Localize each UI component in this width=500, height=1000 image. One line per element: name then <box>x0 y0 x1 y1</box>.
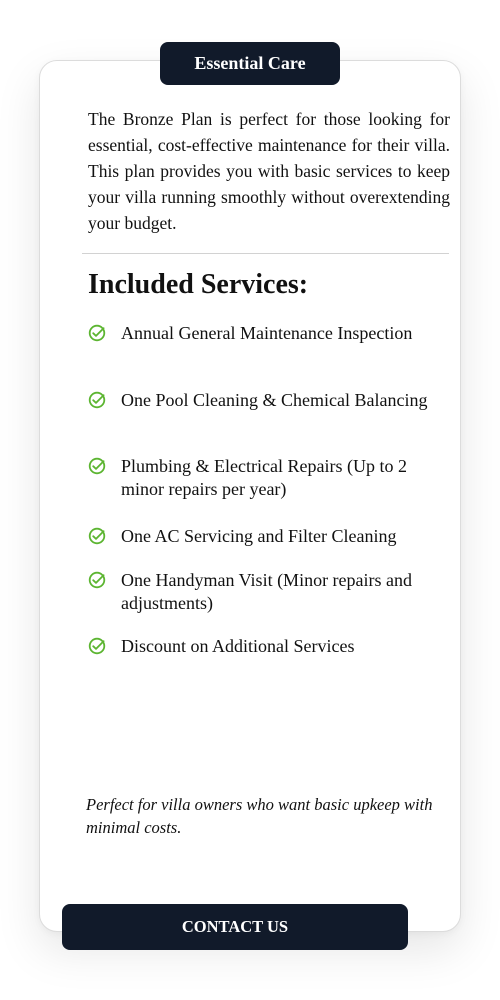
service-label: One Pool Cleaning & Chemical Balancing <box>121 390 428 410</box>
check-circle-icon <box>88 527 106 545</box>
plan-badge: Essential Care <box>160 42 340 85</box>
service-label: Plumbing & Electrical Repairs (Up to 2 minor repairs per year) <box>121 456 407 499</box>
service-label: Annual General Maintenance Inspection <box>121 323 413 343</box>
plan-description: The Bronze Plan is perfect for those looking for essential, cost-effective maintenance for their villa. This plan provides you with basic services to keep your villa running smoothly without overextending your budget. <box>88 109 450 233</box>
check-circle-icon <box>88 391 106 409</box>
service-label: Discount on Additional Services <box>121 636 355 656</box>
service-label: One Handyman Visit (Minor repairs and adjustments) <box>121 570 413 613</box>
services-heading: Included Services: <box>88 269 309 300</box>
service-label: One AC Servicing and Filter Cleaning <box>121 526 397 546</box>
check-circle-icon <box>88 324 106 342</box>
plan-tagline: Perfect for villa owners who want basic upkeep with minimal costs. <box>86 795 433 837</box>
contact-us-button[interactable]: CONTACT US <box>62 904 408 950</box>
check-circle-icon <box>88 457 106 475</box>
check-circle-icon <box>88 637 106 655</box>
check-circle-icon <box>88 571 106 589</box>
section-divider <box>82 253 449 254</box>
